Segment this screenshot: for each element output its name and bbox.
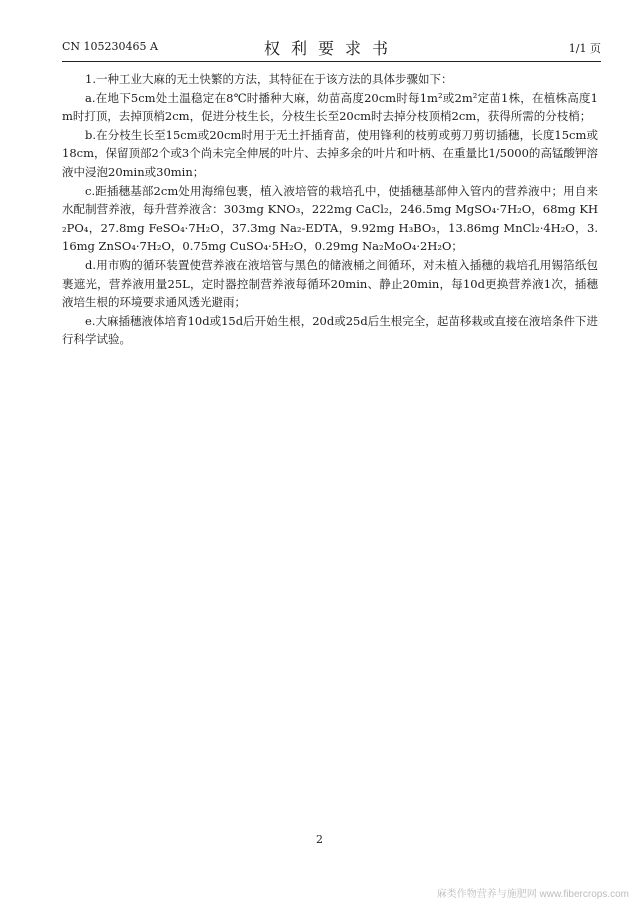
document-number: CN 105230465 A bbox=[62, 40, 158, 53]
claim-step-a: a.在地下5cm处土温稳定在8℃时播种大麻，幼苗高度20cm时每1m²或2m²定苗1株，在植株高度1m时打顶，去掉顶梢2cm，促进分枝生长，分枝生长至20cm时去掉分枝顶梢2cm，获得所需的分枝梢； bbox=[62, 90, 598, 124]
page-header bbox=[62, 36, 601, 58]
claim-intro: 1.一种工业大麻的无土快繁的方法，其特征在于该方法的具体步骤如下： bbox=[85, 72, 453, 86]
page-number: 2 bbox=[316, 833, 323, 846]
claim-step-b: b.在分枝生长至15cm或20cm时用于无土扦插育苗，使用锋利的枝剪或剪刀剪切插穗，长度15cm或18cm，保留顶部2个或3个尚未完全伸展的叶片、去掉多余的叶片和叶柄、在重量比1/5000的高锰酸钾溶液中浸泡20min或30min； bbox=[62, 127, 598, 179]
document-title: 权利要求书 bbox=[263, 39, 399, 58]
header-rule bbox=[62, 61, 601, 62]
claim-step-c: c.距插穗基部2cm处用海绵包裹，植入液培管的栽培孔中，使插穗基部伸入管内的营养液中；用自来水配制营养液，每升营养液含：303mg KNO₃，222mg CaCl₂，246.5mg MgSO₄·7H₂O，68mg KH₂PO₄，27.8mg FeSO₄·7H₂O，37.3mg Na₂-EDTA，9.92mg H₃BO₃，13.86mg MnCl₂·4H₂O，3.16mg ZnSO₄·7H₂O，0.75mg CuSO₄·5H₂O，0.29mg Na₂MoO₄·2H₂O； bbox=[62, 183, 598, 254]
claim-step-d: d.用市购的循环装置使营养液在液培管与黑色的储液桶之间循环，对未植入插穗的栽培孔用锡箔纸包裹遮光，营养液用量25L，定时器控制营养液每循环20min、静止20min，每10d更换营养液1次，插穗液培生根的环境要求通风透光避雨； bbox=[62, 257, 598, 310]
claim-step-e: e.大麻插穗液体培育10d或15d后开始生根，20d或25d后生根完全，起苗移栽或直接在液培条件下进行科学试验。 bbox=[62, 313, 598, 347]
claims-body bbox=[62, 70, 598, 349]
site-watermark: 麻类作物营养与施肥网 www.fibercrops.com bbox=[436, 889, 629, 900]
page-indicator: 1/1 页 bbox=[568, 42, 601, 55]
